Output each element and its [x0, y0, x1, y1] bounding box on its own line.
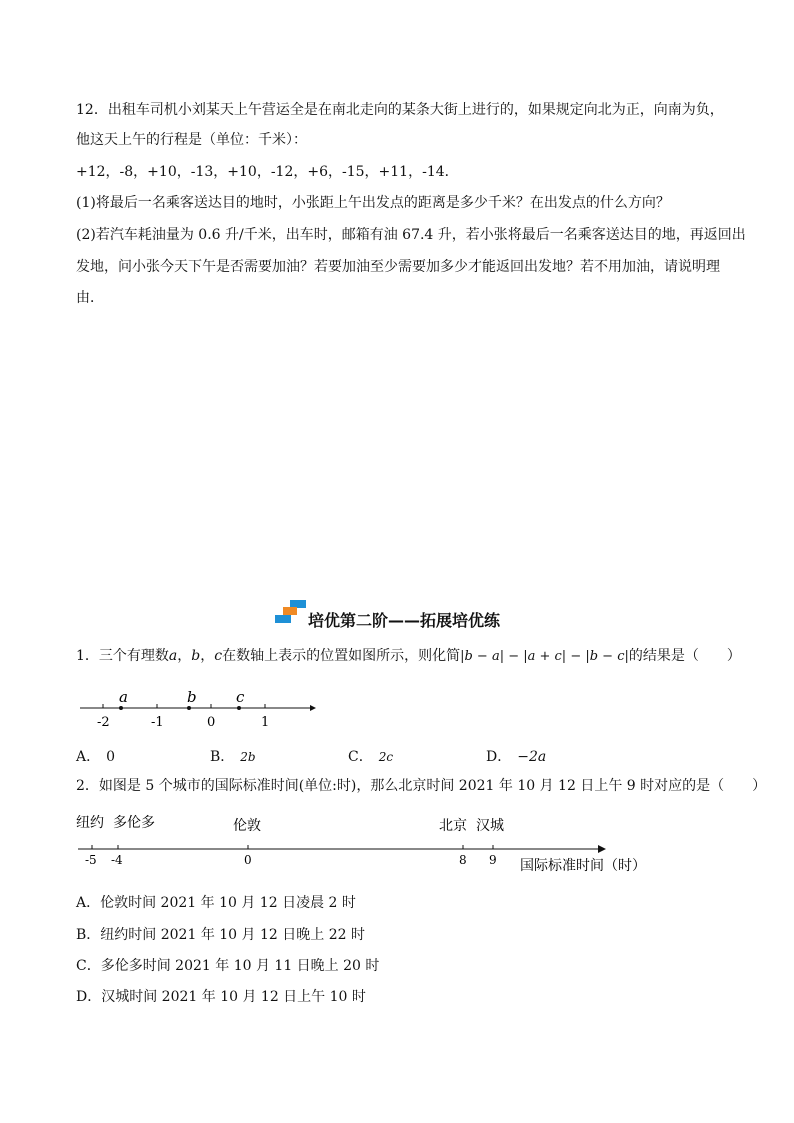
- tick-label: -2: [97, 715, 110, 730]
- q1-option-d[interactable]: [486, 746, 546, 766]
- city-label-new-york: 纽约: [76, 815, 104, 831]
- q2-time-axis: [70, 808, 660, 878]
- q1-stem-mid: 在数轴上表示的位置如图所示，则化简: [222, 648, 461, 664]
- q1-expression: |b − a| − |a + c| − |b − c|: [460, 649, 629, 664]
- q1-var-c: c: [214, 648, 223, 664]
- q1-comma: ，: [200, 648, 215, 664]
- point-label-c: c: [236, 688, 245, 706]
- q12-line-2: 他这天上午的行程是（单位：千米）：: [76, 132, 307, 148]
- section-title: 培优第二阶——拓展培优练: [308, 611, 501, 630]
- time-axis-arrow: [598, 845, 606, 853]
- point-c: [237, 706, 241, 710]
- q1-comma: ，: [177, 648, 192, 664]
- tick-label: -5: [85, 853, 97, 867]
- tick-label: 0: [207, 715, 216, 730]
- tick-label: 0: [244, 853, 252, 867]
- option-letter: D．: [486, 749, 512, 765]
- q1-option-b[interactable]: [210, 746, 256, 766]
- tick-label: -1: [151, 715, 164, 730]
- q2-option-c[interactable]: C．多伦多时间 2021 年 10 月 11 日晚上 20 时: [76, 958, 380, 974]
- q1-number-line: [70, 686, 330, 732]
- point-b: [187, 706, 191, 710]
- q12-line-1: 12．出租车司机小刘某天上午营运全是在南北走向的某条大街上进行的，如果规定向北为正，向南为负，: [76, 102, 724, 118]
- q12-part-2-line-3: 由．: [76, 290, 104, 306]
- q1-stem: [76, 646, 741, 667]
- q12-trip-values: +12，-8，+10，-13，+10，-12，+6，-15，+11，-14．: [76, 164, 459, 180]
- q1-option-a[interactable]: [76, 746, 115, 766]
- q12-part-1: (1)将最后一名乘客送达目的地时，小张距上午出发点的距离是多少千米？在出发点的什么方向？: [76, 195, 670, 211]
- q12-part-2-line-1: (2)若汽车耗油量为 0.6 升/千米，出车时，邮箱有油 67.4 升，若小张将最后一名乘客送达目的地，再返回出: [76, 227, 746, 243]
- q1-stem-suffix: 的结果是（ ）: [628, 648, 741, 664]
- option-value: −2a: [517, 749, 547, 765]
- q2-option-b[interactable]: B．纽约时间 2021 年 10 月 12 日晚上 22 时: [76, 927, 365, 943]
- tick-label: 8: [459, 853, 467, 867]
- time-axis-title: 国际标准时间（时）: [520, 858, 646, 874]
- q1-var-b: b: [191, 648, 201, 664]
- city-label-seoul: 汉城: [476, 818, 504, 834]
- q1-option-c[interactable]: [348, 746, 393, 766]
- tick-label: 9: [489, 853, 497, 867]
- option-value: 0: [106, 749, 116, 765]
- q1-stem-prefix: 1．三个有理数: [76, 648, 169, 664]
- q12-part-2-line-2: 发地，问小张今天下午是否需要加油？若要加油至少需要加多少才能返回出发地？若不用加油，请说明理: [76, 259, 720, 275]
- q2-stem: 2．如图是 5 个城市的国际标准时间(单位:时)，那么北京时间 2021 年 10 月 12 日上午 9 时对应的是（ ）: [76, 778, 767, 794]
- option-letter: C．: [348, 749, 373, 765]
- tick-label: 1: [261, 715, 270, 730]
- point-label-b: b: [187, 688, 197, 706]
- city-label-toronto: 多伦多: [113, 815, 155, 831]
- point-label-a: a: [119, 688, 128, 706]
- option-letter: A．: [76, 749, 101, 765]
- city-label-london: 伦敦: [233, 818, 261, 834]
- stacked-blocks-icon: [274, 598, 308, 628]
- point-a: [119, 706, 123, 710]
- tick-label: -4: [111, 853, 123, 867]
- q1-var-a: a: [168, 648, 178, 664]
- option-letter: B．: [210, 749, 235, 765]
- number-line-arrow: [310, 705, 316, 711]
- q2-option-d[interactable]: D．汉城时间 2021 年 10 月 12 日上午 10 时: [76, 989, 366, 1005]
- q2-option-a[interactable]: A．伦敦时间 2021 年 10 月 12 日凌晨 2 时: [76, 895, 356, 911]
- option-value: 2c: [378, 750, 394, 764]
- city-label-beijing: 北京: [439, 818, 467, 834]
- option-value: 2b: [240, 750, 256, 764]
